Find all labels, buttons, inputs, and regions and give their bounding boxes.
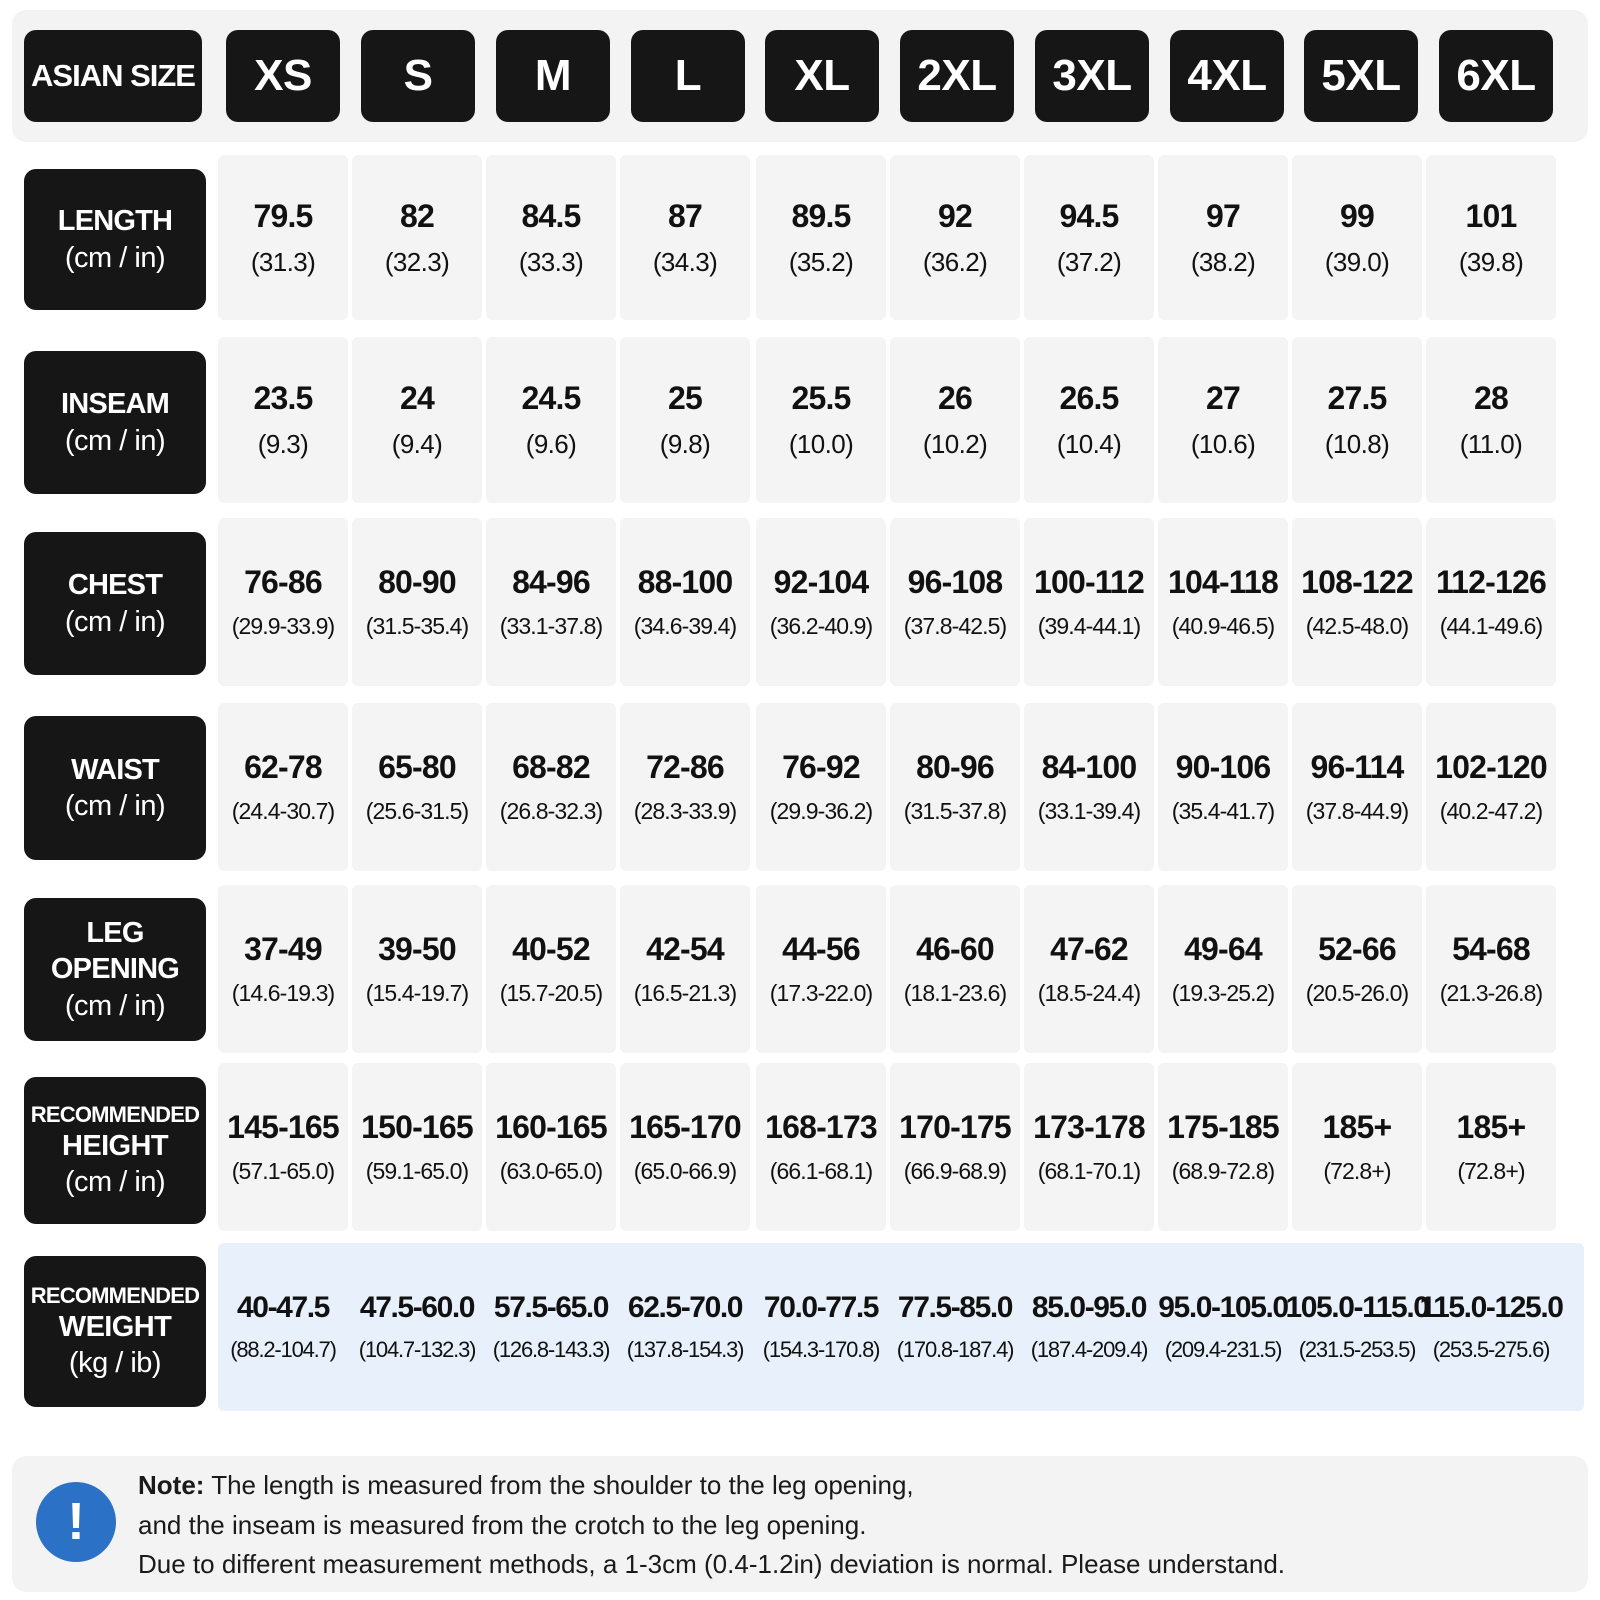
cell-value-primary: 54-68 (1452, 931, 1530, 967)
cell-value-secondary: (44.1-49.6) (1439, 613, 1543, 639)
cell-recommended-height-2xl (890, 1063, 1020, 1231)
cell-recommended-weight-6xl (1419, 1243, 1563, 1411)
cell-value-primary: 25.5 (791, 380, 851, 416)
cell-value-secondary: (65.0-66.9) (633, 1158, 737, 1184)
cell-value-secondary: (59.1-65.0) (365, 1158, 469, 1184)
cell-waist-2xl (890, 703, 1020, 871)
cell-value-secondary: (9.6) (525, 429, 577, 459)
cell-leg-opening-m (486, 885, 616, 1053)
cell-value-primary: 105.0-115.0 (1285, 1291, 1429, 1324)
cell-value-secondary: (24.4-30.7) (231, 798, 335, 824)
cell-value-secondary: (63.0-65.0) (499, 1158, 603, 1184)
cell-value-primary: 145-165 (227, 1109, 339, 1145)
row-label-line: LEG OPENING (50, 917, 180, 986)
cell-inseam-xs (218, 337, 348, 503)
cell-length-xl (756, 155, 886, 320)
cell-value-secondary: (36.2-40.9) (769, 613, 873, 639)
cell-recommended-height-4xl (1158, 1063, 1288, 1231)
cell-chest-6xl (1426, 518, 1556, 686)
cell-value-primary: 24.5 (521, 380, 581, 416)
note-line-2: and the inseam is measured from the crotch to the leg opening. (138, 1509, 867, 1540)
cell-recommended-weight-l (620, 1243, 750, 1411)
cell-recommended-weight-5xl (1285, 1243, 1429, 1411)
cell-value-secondary: (29.9-33.9) (231, 613, 335, 639)
cell-value-secondary: (9.8) (659, 429, 711, 459)
cell-inseam-s (352, 337, 482, 503)
cell-value-secondary: (37.8-42.5) (903, 613, 1007, 639)
cell-waist-s (352, 703, 482, 871)
row-label-line: LENGTH (57, 205, 173, 238)
cell-value-primary: 40-52 (512, 931, 590, 967)
cell-value-secondary: (39.0) (1324, 246, 1390, 277)
cell-value-secondary: (38.2) (1190, 246, 1256, 277)
row-label-unit: (kg / ib) (68, 1347, 162, 1380)
cell-value-primary: 65-80 (378, 749, 456, 785)
cell-value-primary: 80-90 (378, 564, 456, 600)
cell-recommended-height-s (352, 1063, 482, 1231)
size-header-m: M (496, 30, 610, 122)
cell-value-secondary: (18.5-24.4) (1037, 980, 1141, 1006)
cell-value-secondary: (16.5-21.3) (633, 980, 737, 1006)
cell-value-secondary: (104.7-132.3) (358, 1337, 476, 1362)
cell-value-secondary: (29.9-36.2) (769, 798, 873, 824)
cell-recommended-height-xl (756, 1063, 886, 1231)
cell-value-secondary: (10.8) (1324, 429, 1390, 459)
cell-value-primary: 46-60 (916, 931, 994, 967)
cell-value-secondary: (37.2) (1056, 246, 1122, 277)
cell-recommended-weight-m (486, 1243, 616, 1411)
cell-value-secondary: (18.1-23.6) (903, 980, 1007, 1006)
cell-value-secondary: (15.7-20.5) (499, 980, 603, 1006)
cell-inseam-6xl (1426, 337, 1556, 503)
cell-inseam-4xl (1158, 337, 1288, 503)
cell-value-secondary: (187.4-209.4) (1030, 1337, 1148, 1362)
cell-value-primary: 68-82 (512, 749, 590, 785)
cell-waist-3xl (1024, 703, 1154, 871)
cell-value-secondary: (36.2) (922, 246, 988, 277)
size-header-3xl: 3XL (1035, 30, 1149, 122)
cell-waist-m (486, 703, 616, 871)
note-line-3: Due to different measurement methods, a 1-3cm (0.4-1.2in) deviation is normal. Please understand. (138, 1549, 1286, 1579)
cell-value-secondary: (126.8-143.3) (492, 1337, 610, 1362)
cell-chest-xl (756, 518, 886, 686)
cell-value-primary: 26.5 (1059, 380, 1119, 416)
cell-inseam-l (620, 337, 750, 503)
cell-chest-m (486, 518, 616, 686)
cell-value-secondary: (209.4-231.5) (1164, 1337, 1282, 1362)
cell-value-secondary: (35.2) (788, 246, 854, 277)
row-label-line: CHEST (67, 569, 163, 602)
cell-value-secondary: (28.3-33.9) (633, 798, 737, 824)
cell-recommended-weight-4xl (1158, 1243, 1288, 1411)
cell-value-primary: 76-92 (782, 749, 860, 785)
cell-value-primary: 185+ (1322, 1109, 1392, 1145)
cell-value-primary: 72-86 (646, 749, 724, 785)
cell-value-primary: 42-54 (646, 931, 724, 967)
cell-leg-opening-l (620, 885, 750, 1053)
cell-recommended-height-6xl (1426, 1063, 1556, 1231)
cell-value-secondary: (21.3-26.8) (1439, 980, 1543, 1006)
row-label-recommended-height (24, 1077, 206, 1224)
row-label-inseam (24, 351, 206, 494)
cell-value-secondary: (170.8-187.4) (896, 1337, 1014, 1362)
cell-leg-opening-xl (756, 885, 886, 1053)
cell-value-secondary: (72.8+) (1457, 1158, 1525, 1184)
cell-value-primary: 52-66 (1318, 931, 1396, 967)
cell-value-secondary: (11.0) (1459, 429, 1523, 459)
cell-value-primary: 90-106 (1175, 749, 1271, 785)
cell-value-primary: 84-96 (512, 564, 590, 600)
cell-value-primary: 82 (400, 197, 434, 234)
row-label-line: WAIST (71, 753, 159, 786)
cell-value-secondary: (37.8-44.9) (1305, 798, 1409, 824)
cell-value-secondary: (10.0) (788, 429, 854, 459)
cell-inseam-2xl (890, 337, 1020, 503)
cell-chest-2xl (890, 518, 1020, 686)
cell-value-primary: 108-122 (1301, 564, 1413, 600)
cell-recommended-weight-3xl (1024, 1243, 1154, 1411)
cell-value-secondary: (66.9-68.9) (903, 1158, 1007, 1184)
cell-waist-l (620, 703, 750, 871)
cell-value-primary: 175-185 (1167, 1109, 1279, 1145)
size-header-2xl: 2XL (900, 30, 1014, 122)
row-label-recommended-weight (24, 1256, 206, 1407)
cell-leg-opening-2xl (890, 885, 1020, 1053)
cell-recommended-height-xs (218, 1063, 348, 1231)
cell-leg-opening-3xl (1024, 885, 1154, 1053)
cell-leg-opening-4xl (1158, 885, 1288, 1053)
cell-value-primary: 37-49 (244, 931, 322, 967)
cell-value-primary: 100-112 (1033, 564, 1145, 600)
cell-value-primary: 185+ (1456, 1109, 1526, 1145)
cell-value-secondary: (14.6-19.3) (231, 980, 335, 1006)
cell-length-3xl (1024, 155, 1154, 320)
row-label-leg-opening (24, 898, 206, 1041)
cell-waist-xs (218, 703, 348, 871)
cell-waist-6xl (1426, 703, 1556, 871)
exclamation-icon (36, 1482, 116, 1562)
cell-inseam-m (486, 337, 616, 503)
row-label-line: RECOMMENDED (30, 1282, 200, 1308)
cell-inseam-3xl (1024, 337, 1154, 503)
cell-value-secondary: (20.5-26.0) (1305, 980, 1409, 1006)
cell-inseam-5xl (1292, 337, 1422, 503)
cell-length-6xl (1426, 155, 1556, 320)
cell-value-primary: 27.5 (1327, 380, 1387, 416)
cell-length-s (352, 155, 482, 320)
cell-value-secondary: (68.9-72.8) (1171, 1158, 1275, 1184)
size-header-s: S (361, 30, 475, 122)
cell-leg-opening-s (352, 885, 482, 1053)
cell-value-primary: 165-170 (629, 1109, 741, 1145)
cell-recommended-weight-xl (756, 1243, 886, 1411)
cell-value-primary: 102-120 (1435, 749, 1547, 785)
cell-leg-opening-xs (218, 885, 348, 1053)
row-label-line: HEIGHT (62, 1130, 168, 1162)
row-label-waist (24, 716, 206, 860)
cell-value-primary: 112-126 (1435, 564, 1547, 600)
cell-value-primary: 84.5 (521, 197, 581, 234)
cell-value-secondary: (34.6-39.4) (633, 613, 737, 639)
cell-value-primary: 99 (1340, 197, 1374, 234)
cell-length-l (620, 155, 750, 320)
cell-chest-l (620, 518, 750, 686)
cell-value-primary: 89.5 (791, 197, 851, 234)
cell-value-primary: 94.5 (1059, 197, 1119, 234)
cell-inseam-xl (756, 337, 886, 503)
cell-chest-s (352, 518, 482, 686)
row-label-unit: (cm / in) (64, 424, 166, 457)
row-label-unit: (cm / in) (64, 1166, 166, 1199)
cell-recommended-weight-s (352, 1243, 482, 1411)
cell-value-primary: 23.5 (253, 380, 313, 416)
row-label-line: WEIGHT (58, 1311, 172, 1343)
cell-value-primary: 39-50 (378, 931, 456, 967)
cell-value-secondary: (253.5-275.6) (1432, 1337, 1550, 1362)
cell-value-primary: 97 (1206, 197, 1240, 234)
size-header-6xl: 6XL (1439, 30, 1553, 122)
cell-length-2xl (890, 155, 1020, 320)
cell-value-primary: 170-175 (899, 1109, 1011, 1145)
asian-size-header: ASIAN SIZE (24, 30, 202, 122)
cell-value-primary: 92-104 (773, 564, 869, 600)
cell-length-5xl (1292, 155, 1422, 320)
cell-value-primary: 28 (1474, 380, 1508, 416)
cell-waist-xl (756, 703, 886, 871)
cell-value-primary: 92 (938, 197, 972, 234)
row-label-unit: (cm / in) (64, 605, 166, 638)
cell-value-primary: 79.5 (253, 197, 313, 234)
cell-length-4xl (1158, 155, 1288, 320)
cell-value-primary: 76-86 (244, 564, 322, 600)
cell-value-primary: 62.5-70.0 (627, 1291, 743, 1324)
row-label-unit: (cm / in) (64, 989, 166, 1022)
cell-value-secondary: (31.5-37.8) (903, 798, 1007, 824)
cell-value-secondary: (39.8) (1458, 246, 1524, 277)
cell-value-secondary: (42.5-48.0) (1305, 613, 1409, 639)
cell-value-primary: 77.5-85.0 (897, 1291, 1013, 1324)
cell-value-primary: 96-108 (907, 564, 1003, 600)
cell-value-secondary: (10.2) (922, 429, 988, 459)
cell-recommended-weight-xs (218, 1243, 348, 1411)
cell-length-xs (218, 155, 348, 320)
cell-value-primary: 85.0-95.0 (1031, 1291, 1147, 1324)
cell-value-primary: 62-78 (244, 749, 322, 785)
note-text (138, 1466, 1578, 1585)
cell-value-primary: 101 (1465, 197, 1517, 234)
cell-value-primary: 47.5-60.0 (359, 1291, 475, 1324)
cell-value-secondary: (31.5-35.4) (365, 613, 469, 639)
cell-value-primary: 25 (668, 380, 702, 416)
cell-chest-4xl (1158, 518, 1288, 686)
cell-value-secondary: (9.4) (391, 429, 443, 459)
cell-length-m (486, 155, 616, 320)
cell-recommended-weight-2xl (890, 1243, 1020, 1411)
cell-waist-5xl (1292, 703, 1422, 871)
cell-value-secondary: (33.1-37.8) (499, 613, 603, 639)
row-label-unit: (cm / in) (64, 241, 166, 274)
cell-leg-opening-5xl (1292, 885, 1422, 1053)
cell-leg-opening-6xl (1426, 885, 1556, 1053)
cell-value-primary: 88-100 (637, 564, 733, 600)
note-line-1-text: The length is measured from the shoulder to the leg opening, (204, 1470, 914, 1500)
cell-value-secondary: (9.3) (257, 429, 309, 459)
cell-value-secondary: (32.3) (384, 246, 450, 277)
cell-value-secondary: (72.8+) (1323, 1158, 1391, 1184)
cell-value-primary: 95.0-105.0 (1158, 1291, 1288, 1324)
note-label: Note: (138, 1470, 205, 1500)
cell-value-primary: 80-96 (916, 749, 994, 785)
cell-value-secondary: (35.4-41.7) (1171, 798, 1275, 824)
cell-value-secondary: (34.3) (652, 246, 718, 277)
cell-value-primary: 40-47.5 (237, 1291, 329, 1324)
cell-value-secondary: (33.3) (518, 246, 584, 277)
cell-value-primary: 115.0-125.0 (1419, 1291, 1563, 1324)
cell-value-secondary: (31.3) (250, 246, 316, 277)
cell-value-primary: 84-100 (1041, 749, 1137, 785)
cell-value-secondary: (17.3-22.0) (769, 980, 873, 1006)
cell-value-secondary: (88.2-104.7) (230, 1337, 336, 1362)
cell-value-primary: 87 (668, 197, 702, 234)
cell-value-primary: 70.0-77.5 (763, 1291, 879, 1324)
cell-value-secondary: (66.1-68.1) (769, 1158, 873, 1184)
row-label-length (24, 169, 206, 310)
cell-value-secondary: (68.1-70.1) (1037, 1158, 1141, 1184)
cell-waist-4xl (1158, 703, 1288, 871)
cell-value-secondary: (15.4-19.7) (365, 980, 469, 1006)
cell-value-secondary: (40.9-46.5) (1171, 613, 1275, 639)
cell-recommended-height-5xl (1292, 1063, 1422, 1231)
size-header-l: L (631, 30, 745, 122)
cell-value-primary: 44-56 (782, 931, 860, 967)
row-label-chest (24, 532, 206, 675)
cell-value-primary: 173-178 (1033, 1109, 1145, 1145)
cell-value-secondary: (57.1-65.0) (231, 1158, 335, 1184)
size-header-4xl: 4XL (1170, 30, 1284, 122)
cell-value-primary: 96-114 (1310, 749, 1404, 785)
exclamation-glyph: ! (67, 1493, 85, 1551)
cell-value-primary: 150-165 (361, 1109, 473, 1145)
cell-value-secondary: (39.4-44.1) (1037, 613, 1141, 639)
cell-value-primary: 168-173 (765, 1109, 877, 1145)
cell-value-primary: 47-62 (1050, 931, 1128, 967)
row-label-line: INSEAM (61, 388, 169, 421)
cell-value-primary: 49-64 (1184, 931, 1262, 967)
cell-value-secondary: (154.3-170.8) (762, 1337, 880, 1362)
cell-value-secondary: (137.8-154.3) (626, 1337, 744, 1362)
cell-chest-5xl (1292, 518, 1422, 686)
cell-value-secondary: (25.6-31.5) (365, 798, 469, 824)
cell-value-primary: 27 (1206, 380, 1240, 416)
row-label-line: RECOMMENDED (30, 1101, 200, 1127)
row-label-unit: (cm / in) (64, 790, 166, 822)
size-header-xl: XL (765, 30, 879, 122)
cell-chest-xs (218, 518, 348, 686)
cell-value-primary: 57.5-65.0 (493, 1291, 609, 1324)
cell-value-secondary: (33.1-39.4) (1037, 798, 1141, 824)
cell-recommended-height-l (620, 1063, 750, 1231)
cell-recommended-height-3xl (1024, 1063, 1154, 1231)
cell-recommended-height-m (486, 1063, 616, 1231)
cell-value-secondary: (19.3-25.2) (1171, 980, 1275, 1006)
cell-value-primary: 26 (938, 380, 972, 416)
note-line-1 (138, 1466, 1578, 1506)
cell-value-primary: 160-165 (495, 1109, 607, 1145)
cell-value-primary: 104-118 (1167, 564, 1279, 600)
size-header-xs: XS (226, 30, 340, 122)
cell-value-secondary: (10.4) (1056, 429, 1122, 459)
cell-value-secondary: (231.5-253.5) (1298, 1337, 1416, 1362)
cell-value-secondary: (26.8-32.3) (499, 798, 603, 824)
cell-value-secondary: (10.6) (1190, 429, 1256, 459)
cell-chest-3xl (1024, 518, 1154, 686)
size-header-5xl: 5XL (1304, 30, 1418, 122)
cell-value-secondary: (40.2-47.2) (1439, 798, 1543, 824)
cell-value-primary: 24 (400, 380, 434, 416)
